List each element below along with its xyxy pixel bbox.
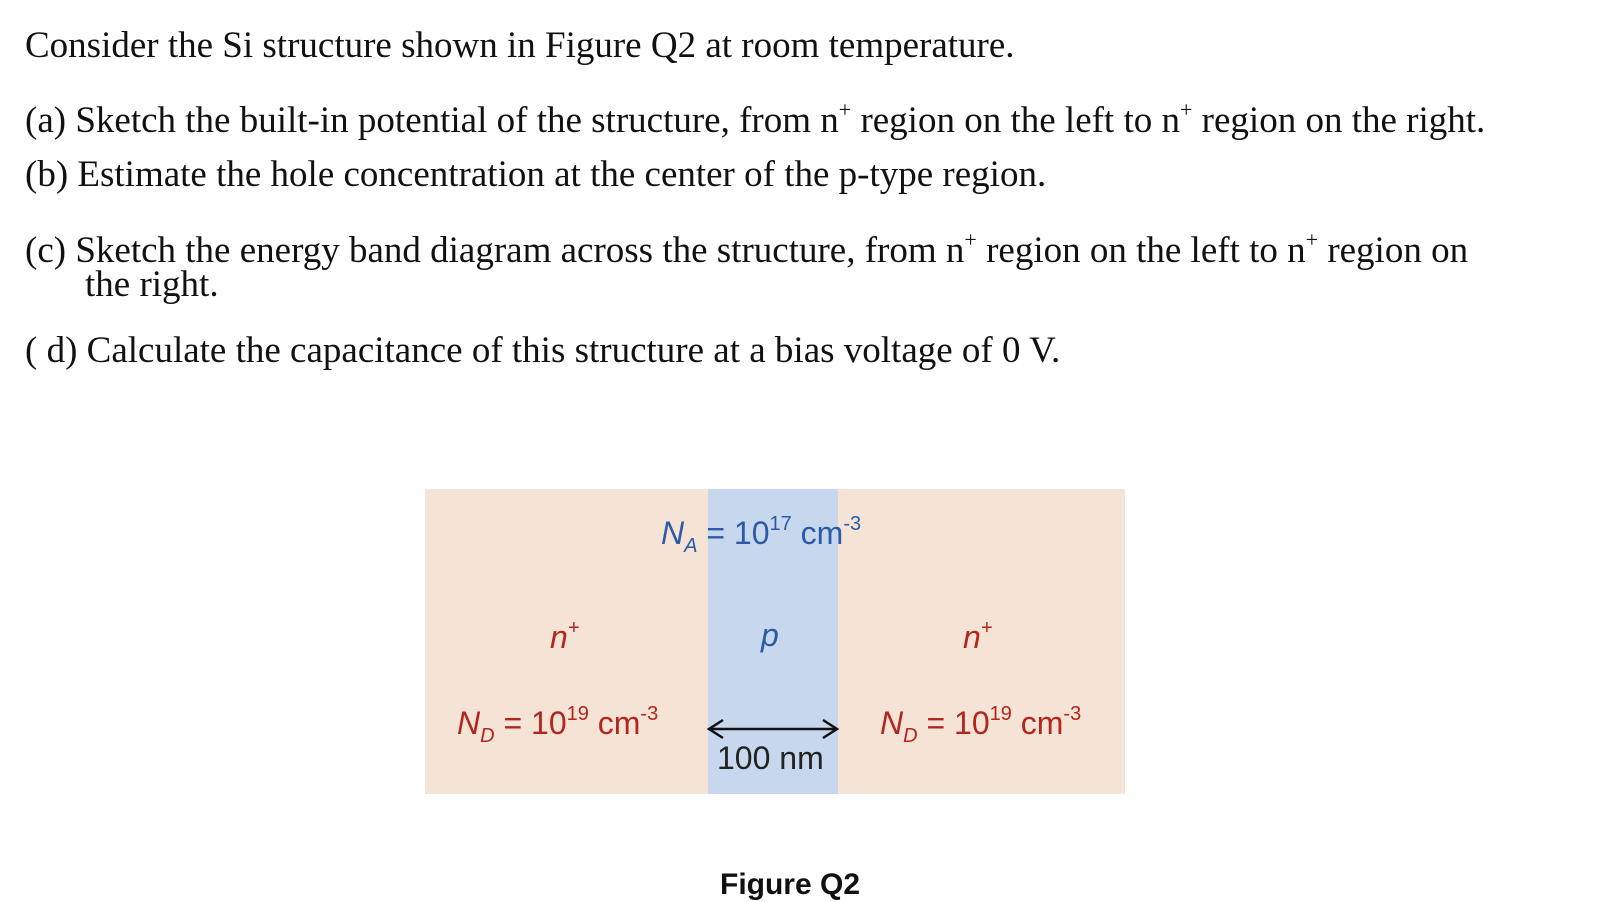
acceptor-doping-label: $N_A = 10^{17}$ $cm^{-3}$ — [661, 513, 862, 557]
question-a-sup-1: + — [838, 97, 852, 122]
right-type-label: n+ — [963, 617, 993, 655]
left-donor-doping-label: $N_D = 10^{19}$ $cm^{-3}$ — [457, 703, 659, 747]
question-a-text-2: region on the left to n — [851, 100, 1180, 141]
right-donor-doping-label: $N_D = 10^{19}$ $cm^{-3}$ — [880, 703, 1082, 747]
structure-figure — [425, 489, 1125, 794]
question-a — [25, 88, 1485, 143]
left-type-label: n+ — [550, 617, 580, 655]
question-d: ( d) Calculate the capacitance of this structure at a bias voltage of 0 V. — [25, 330, 1061, 371]
question-a-sup-2: + — [1180, 97, 1193, 122]
question-c-text-2: region on the left to n — [976, 230, 1306, 271]
question-b: (b) Estimate the hole concentration at the center of the p-type region. — [25, 154, 1047, 195]
question-a-text-1: (a) Sketch the built-in potential of the structure, from n — [25, 100, 839, 141]
question-c-text-3: region on — [1318, 230, 1469, 271]
question-c — [25, 218, 1468, 273]
question-a-text-3: region on the right. — [1192, 100, 1486, 141]
center-type-label: p — [761, 617, 779, 653]
question-c-sup-2: + — [1305, 227, 1319, 252]
question-c-continuation: the right. — [85, 264, 219, 305]
question-c-sup-1: + — [964, 227, 977, 252]
width-arrow-icon — [703, 717, 843, 741]
question-c-text-1: (c) Sketch the energy band diagram across the structure, from n — [25, 230, 965, 271]
p-region-width-label: 100 nm — [717, 740, 824, 776]
question-intro: Consider the Si structure shown in Figure Q2 at room temperature. — [25, 25, 1015, 66]
figure-caption: Figure Q2 — [720, 868, 861, 901]
